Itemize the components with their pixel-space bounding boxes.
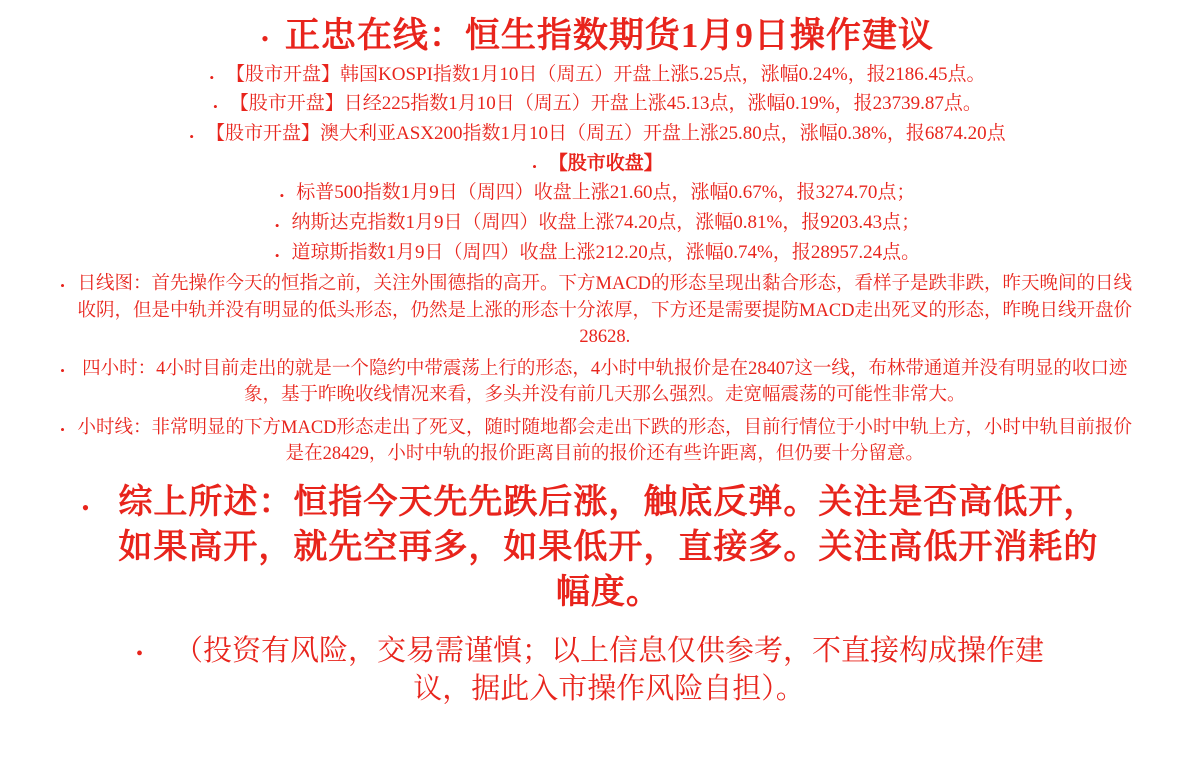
market-close-text: 道琼斯指数1月9日（周四）收盘上涨212.20点，涨幅0.74%，报28957.24点。 [291,241,921,263]
market-open-text: 【股市开盘】日经225指数1月10日（周五）开盘上涨45.13点，涨幅0.19%，报23739.87点。 [229,93,982,115]
bullet-icon: • [274,217,280,233]
analysis-hourly-text: 小时线：非常明显的下方MACD形态走出了死叉，随时随地都会走出下跌的形态，目前行情位于小时中轨上方，小时中轨目前报价是在28429，小时中轨的报价距离目前的报价还有些许距离，但仍要十分留意。 [77,417,1133,464]
market-open-line-3 [14,121,1181,147]
market-open-line-2 [14,91,1181,117]
analysis-daily-row [14,271,1181,350]
bullet-icon: • [135,642,143,665]
market-open-text: 【股市开盘】澳大利亚ASX200指数1月10日（周五）开盘上涨25.80点，涨幅0.38%，报6874.20点 [205,123,1006,145]
bullet-icon: • [279,188,285,204]
title-row [14,14,1181,58]
conclusion-text: 综上所述：恒指今天先先跌后涨，触底反弹。关注是否高低开，如果高开，就先空再多，如果低开，直接多。关注高低开消耗的幅度。 [118,484,1099,611]
market-close-heading: 【股市收盘】 [548,152,663,174]
conclusion-row [14,481,1181,616]
bullet-icon: • [60,278,65,294]
market-close-heading-row [14,151,1181,177]
disclaimer-row [14,632,1181,709]
analysis-4h-row [14,356,1181,409]
disclaimer-text: （投资有风险，交易需谨慎；以上信息仅供参考，不直接构成操作建议，据此入市操作风险自担）。 [173,634,1044,705]
analysis-4h-text: 四小时：4小时目前走出的就是一个隐约中带震荡上行的形态，4小时中轨报价是在28407这一线，布林带通道并没有明显的收口迹象，基于昨晚收线情况来看，多头并没有前几天那么强烈。走宽幅震荡的可能性非常大。 [82,359,1128,406]
analysis-daily-text: 日线图：首先操作今天的恒指之前，关注外围德指的高开。下方MACD的形态呈现出黏合形态，看样子是跌非跌，昨天晚间的日线收阴，但是中轨并没有明显的低头形态，仍然是上涨的形态十分浓厚，下方还是需要提防MACD走出死叉的形态，昨晚日线开盘价28628. [77,274,1133,347]
bullet-icon: • [81,495,90,521]
bullet-icon: • [209,69,215,85]
market-open-text: 【股市开盘】韩国KOSPI指数1月10日（周五）开盘上涨5.25点，涨幅0.24%，报2186.45点。 [226,63,986,85]
market-close-text: 纳斯达克指数1月9日（周四）收盘上涨74.20点，涨幅0.81%，报9203.43点； [291,211,921,233]
analysis-hourly-row [14,415,1181,468]
market-close-line-2 [14,210,1181,236]
market-close-line-1 [14,180,1181,206]
bullet-icon: • [274,247,280,263]
market-close-line-3 [14,240,1181,266]
market-close-text: 标普500指数1月9日（周四）收盘上涨21.60点，涨幅0.67%，报3274.70点； [296,182,916,204]
bullet-icon: • [261,26,269,51]
bullet-icon: • [60,421,65,437]
page-title: 正忠在线：恒生指数期货1月9日操作建议 [284,16,934,55]
market-open-line-1 [14,62,1181,88]
bullet-icon: • [532,158,537,174]
bullet-icon: • [213,99,218,115]
bullet-icon: • [189,129,194,145]
bullet-icon: • [60,363,65,379]
